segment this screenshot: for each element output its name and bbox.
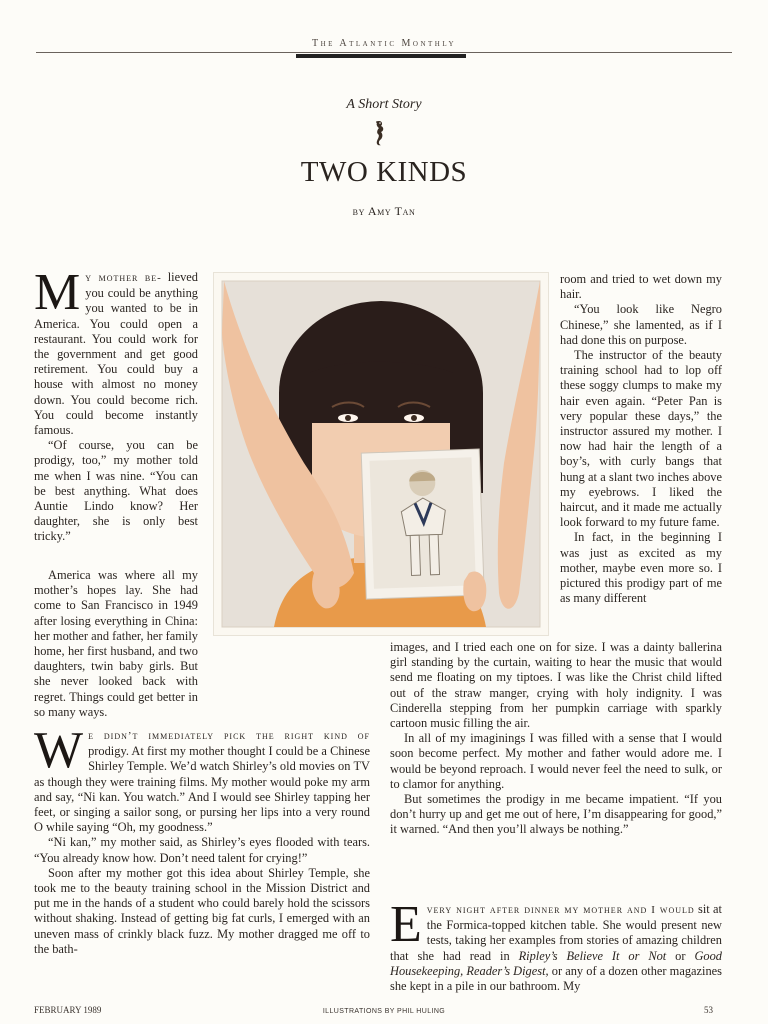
header-rule [36,52,732,53]
drop-cap: M [34,264,81,321]
paragraph [390,896,722,994]
article-column-1-cont [34,568,198,720]
header-accent-bar [296,54,466,58]
paragraph: In all of my imaginings I was filled with a sense that I would soon become perfect. My mother and father would adore me. I would be beyond reproach. I would never feel the need to sulk, or to clamor for anything. [390,731,722,791]
paragraph-text: prodigy. At first my mother thought I could be a Chinese Shirley Temple. We’d watch Shirley’s old movies on TV as though they were training films. My mother would poke my arm and say, “Ni kan. You watch.” And I would see Shirley tapping her feet, or singing a sailor song, or pursing her lips into a very round O while saying “Oh, my goodness.” [34,744,370,835]
paragraph: Soon after my mother got this idea about Shirley Temple, she took me to the beauty training school in the Mission District and put me in the hands of a student who could barely hold the scissors without shaking. Instead of getting big fat curls, I emerged with an uneven mass of crinkly black fuzz. My mother dragged me off to the bath- [34,865,370,956]
magazine-title: Good Housekeeping, Reader’s Digest, [390,948,722,978]
story-byline: by Amy Tan [352,204,416,218]
magazine-title: Ripley’s Believe It or Not [518,948,667,963]
paragraph-text: or any of a dozen other magazines she kept in a pile in our bathroom. My [390,963,722,994]
paragraph: In fact, in the beginning I was just as excited as my mother, maybe even more so. I pictured this prodigy part of me as many different [560,530,722,606]
paragraph [34,264,198,438]
story-kicker: A Short Story [346,97,422,112]
magazine-name: The Atlantic Monthly [311,38,456,49]
lead-in: very night after dinner my mother and I would [426,904,695,916]
drop-cap: W [34,722,84,779]
paragraph: “Ni kan,” my mother said, as Shirley’s eyes flooded with tears. “You already know how. Don’t need talent for crying!” [34,835,370,865]
issue-date: FEBRUARY 1989 [34,1005,102,1015]
paragraph [34,722,370,835]
story-illustration [213,272,549,636]
article-column-4 [390,640,722,838]
paragraph-text: America was where all my mother’s hopes lay. She had come to San Francisco in 1949 after losing everything in China: her mother and father, her family home, her first husband, and two daughters, twin baby girls. But she never looked back with regret. Things could get better in so many ways. [34,568,198,719]
paragraph: “You look like Negro Chinese,” she lamented, as if I had done this on purpose. [560,302,722,347]
drop-cap: E [390,896,422,953]
article-column-3 [560,272,722,606]
lead-in: e didn’t immediately pick the right kind of [88,730,370,742]
lead-in: y mother be- [85,272,162,284]
paragraph-text: or [666,948,695,963]
paragraph: images, and I tried each one on for size. I was a dainty ballerina girl standing by the curtain, waiting to hear the music that would send me floating on my tiptoes. I was like the Christ child lifted out of the straw manger, crying with holy indignity. I was Cinderella stepping from her pumpkin carriage with sparkly cartoon music filling the air. [390,640,722,731]
paragraph-text: lieved you could be anything you wanted to be in America. You could open a restaurant. You could work for the government and get good retirement. You could buy a house with almost no money down. You could become rich. You could become instantly famous. [34,270,198,438]
article-column-4-section [390,896,722,994]
story-title: TWO KINDS [300,156,468,188]
article-column-2 [34,722,370,957]
paragraph: The instructor of the beauty training school had to lop off these soggy clumps to make my hair even again. “Peter Pan is very popular these days,” the instructor assured my mother. I now had hair the length of a boy’s, with curly bangs that hung at a slant two inches above my eyebrows. I liked the haircut, and it made me actually look forward to my future fame. [560,348,722,530]
paragraph [34,568,198,720]
seahorse-icon [370,119,388,147]
article-column-1 [34,264,198,545]
paragraph: But sometimes the prodigy in me became impatient. “If you don’t hurry up and get me out of here, I’m disappearing for good,” it warned. “And then you’ll always be nothing.” [390,792,722,837]
paragraph-text: sit at the Formica-topped kitchen table. She would present new tests, taking her examples from stories of amazing children that she had read in [390,902,722,963]
paragraph: room and tried to wet down my hair. [560,272,722,302]
illustration-credit: ILLUSTRATIONS BY PHIL HULING [322,1008,446,1015]
page-number: 53 [704,1005,713,1015]
paragraph: “Of course, you can be prodigy, too,” my mother told me when I was nine. “You can be best anything. What does Auntie Lindo know? Her daughter, she is only best tricky.” [34,438,198,544]
